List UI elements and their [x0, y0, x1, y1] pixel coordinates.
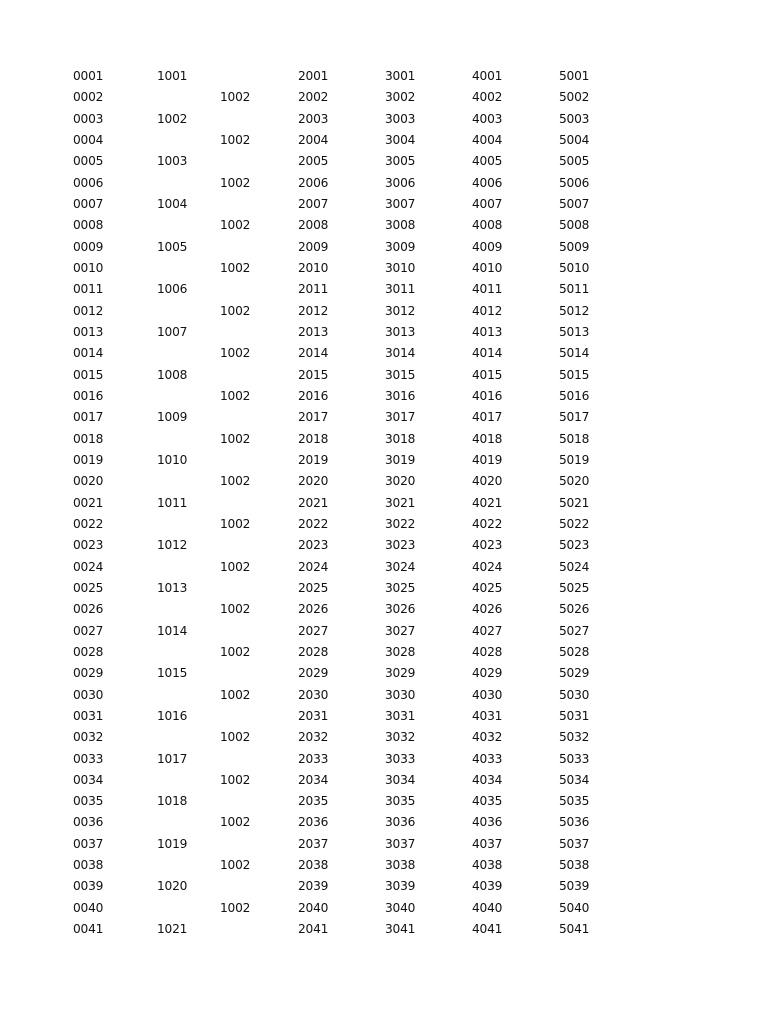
cell-col-g: 5040: [559, 900, 590, 915]
cell-col-a: 0022: [73, 516, 104, 531]
cell-col-e: 3040: [385, 900, 416, 915]
cell-col-f: 4036: [472, 815, 503, 830]
cell-col-g: 5010: [559, 260, 590, 275]
cell-col-f: 4003: [472, 111, 503, 126]
table-row: [0, 407, 768, 428]
cell-col-a: 0030: [73, 687, 104, 702]
cell-col-d: 2021: [298, 495, 329, 510]
cell-col-g: 5005: [559, 154, 590, 169]
table-row: [0, 727, 768, 748]
cell-col-d: 2023: [298, 538, 329, 553]
cell-col-b: 1013: [157, 580, 188, 595]
cell-col-e: 3012: [385, 303, 416, 318]
cell-col-f: 4004: [472, 132, 503, 147]
cell-col-a: 0008: [73, 218, 104, 233]
cell-col-a: 0006: [73, 175, 104, 190]
cell-col-f: 4026: [472, 602, 503, 617]
cell-col-d: 2005: [298, 154, 329, 169]
cell-col-b: 1019: [157, 836, 188, 851]
cell-col-d: 2003: [298, 111, 329, 126]
cell-col-e: 3029: [385, 666, 416, 681]
cell-col-g: 5016: [559, 388, 590, 403]
cell-col-d: 2027: [298, 623, 329, 638]
cell-col-a: 0010: [73, 260, 104, 275]
table-row: [0, 215, 768, 236]
cell-col-b: 1012: [157, 538, 188, 553]
cell-col-g: 5039: [559, 879, 590, 894]
table-row: [0, 535, 768, 556]
cell-col-e: 3020: [385, 474, 416, 489]
table-row: [0, 279, 768, 300]
cell-col-c: 1002: [220, 90, 251, 105]
cell-col-f: 4040: [472, 900, 503, 915]
cell-col-c: 1002: [220, 687, 251, 702]
cell-col-d: 2014: [298, 346, 329, 361]
cell-col-a: 0018: [73, 431, 104, 446]
cell-col-b: 1007: [157, 324, 188, 339]
cell-col-e: 3015: [385, 367, 416, 382]
cell-col-f: 4029: [472, 666, 503, 681]
cell-col-c: 1002: [220, 730, 251, 745]
cell-col-b: 1018: [157, 794, 188, 809]
cell-col-g: 5015: [559, 367, 590, 382]
table-row: [0, 151, 768, 172]
cell-col-f: 4015: [472, 367, 503, 382]
cell-col-d: 2008: [298, 218, 329, 233]
table-row: [0, 194, 768, 215]
cell-col-c: 1002: [220, 175, 251, 190]
cell-col-e: 3031: [385, 708, 416, 723]
cell-col-g: 5006: [559, 175, 590, 190]
cell-col-d: 2011: [298, 282, 329, 297]
cell-col-b: 1005: [157, 239, 188, 254]
cell-col-d: 2013: [298, 324, 329, 339]
table-row: [0, 258, 768, 279]
cell-col-e: 3005: [385, 154, 416, 169]
cell-col-e: 3033: [385, 751, 416, 766]
table-row: [0, 706, 768, 727]
cell-col-g: 5037: [559, 836, 590, 851]
cell-col-d: 2040: [298, 900, 329, 915]
cell-col-d: 2010: [298, 260, 329, 275]
table-row: [0, 557, 768, 578]
cell-col-a: 0023: [73, 538, 104, 553]
cell-col-f: 4006: [472, 175, 503, 190]
cell-col-f: 4005: [472, 154, 503, 169]
table-row: [0, 599, 768, 620]
table-row: [0, 450, 768, 471]
cell-col-e: 3030: [385, 687, 416, 702]
cell-col-f: 4010: [472, 260, 503, 275]
cell-col-g: 5018: [559, 431, 590, 446]
table-row: [0, 770, 768, 791]
cell-col-e: 3006: [385, 175, 416, 190]
cell-col-g: 5001: [559, 69, 590, 83]
cell-col-c: 1002: [220, 132, 251, 147]
cell-col-e: 3016: [385, 388, 416, 403]
table-row: [0, 642, 768, 663]
cell-col-a: 0040: [73, 900, 104, 915]
table-row: [0, 173, 768, 194]
cell-col-a: 0005: [73, 154, 104, 169]
cell-col-g: 5017: [559, 410, 590, 425]
cell-col-a: 0011: [73, 282, 104, 297]
cell-col-d: 2012: [298, 303, 329, 318]
cell-col-a: 0004: [73, 132, 104, 147]
table-row: [0, 237, 768, 258]
cell-col-e: 3017: [385, 410, 416, 425]
cell-col-d: 2002: [298, 90, 329, 105]
cell-col-c: 1002: [220, 644, 251, 659]
cell-col-b: 1021: [157, 922, 188, 937]
table-row: [0, 876, 768, 897]
cell-col-f: 4012: [472, 303, 503, 318]
cell-col-a: 0020: [73, 474, 104, 489]
table-row: [0, 66, 768, 87]
cell-col-g: 5029: [559, 666, 590, 681]
table-row: [0, 685, 768, 706]
cell-col-f: 4028: [472, 644, 503, 659]
cell-col-d: 2009: [298, 239, 329, 254]
cell-col-g: 5014: [559, 346, 590, 361]
table-row: [0, 791, 768, 812]
cell-col-g: 5020: [559, 474, 590, 489]
cell-col-d: 2034: [298, 772, 329, 787]
cell-col-b: 1003: [157, 154, 188, 169]
cell-col-e: 3027: [385, 623, 416, 638]
cell-col-d: 2035: [298, 794, 329, 809]
cell-col-g: 5008: [559, 218, 590, 233]
cell-col-f: 4021: [472, 495, 503, 510]
cell-col-b: 1011: [157, 495, 188, 510]
cell-col-f: 4007: [472, 196, 503, 211]
cell-col-f: 4022: [472, 516, 503, 531]
cell-col-g: 5031: [559, 708, 590, 723]
cell-col-f: 4037: [472, 836, 503, 851]
cell-col-d: 2019: [298, 452, 329, 467]
cell-col-e: 3014: [385, 346, 416, 361]
cell-col-c: 1002: [220, 303, 251, 318]
table-row: [0, 855, 768, 876]
cell-col-a: 0033: [73, 751, 104, 766]
cell-col-d: 2038: [298, 858, 329, 873]
cell-col-d: 2007: [298, 196, 329, 211]
cell-col-f: 4030: [472, 687, 503, 702]
cell-col-c: 1002: [220, 900, 251, 915]
cell-col-f: 4008: [472, 218, 503, 233]
cell-col-f: 4024: [472, 559, 503, 574]
cell-col-d: 2031: [298, 708, 329, 723]
cell-col-f: 4016: [472, 388, 503, 403]
cell-col-f: 4001: [472, 69, 503, 83]
cell-col-g: 5022: [559, 516, 590, 531]
cell-col-f: 4038: [472, 858, 503, 873]
cell-col-e: 3013: [385, 324, 416, 339]
cell-col-f: 4032: [472, 730, 503, 745]
cell-col-d: 2039: [298, 879, 329, 894]
cell-col-a: 0001: [73, 69, 104, 83]
cell-col-g: 5003: [559, 111, 590, 126]
cell-col-e: 3023: [385, 538, 416, 553]
cell-col-f: 4002: [472, 90, 503, 105]
cell-col-c: 1002: [220, 815, 251, 830]
cell-col-d: 2020: [298, 474, 329, 489]
cell-col-g: 5011: [559, 282, 590, 297]
cell-col-f: 4011: [472, 282, 503, 297]
table-row: [0, 109, 768, 130]
cell-col-e: 3024: [385, 559, 416, 574]
table-row: [0, 919, 768, 940]
number-sheet: [0, 66, 768, 940]
cell-col-b: 1017: [157, 751, 188, 766]
cell-col-a: 0021: [73, 495, 104, 510]
cell-col-a: 0016: [73, 388, 104, 403]
cell-col-b: 1010: [157, 452, 188, 467]
cell-col-a: 0014: [73, 346, 104, 361]
cell-col-e: 3022: [385, 516, 416, 531]
cell-col-e: 3003: [385, 111, 416, 126]
cell-col-e: 3041: [385, 922, 416, 937]
cell-col-f: 4014: [472, 346, 503, 361]
cell-col-g: 5009: [559, 239, 590, 254]
cell-col-f: 4018: [472, 431, 503, 446]
table-row: [0, 621, 768, 642]
cell-col-f: 4013: [472, 324, 503, 339]
cell-col-c: 1002: [220, 559, 251, 574]
cell-col-e: 3038: [385, 858, 416, 873]
cell-col-a: 0041: [73, 922, 104, 937]
cell-col-f: 4020: [472, 474, 503, 489]
cell-col-c: 1002: [220, 858, 251, 873]
cell-col-e: 3032: [385, 730, 416, 745]
cell-col-a: 0029: [73, 666, 104, 681]
table-row: [0, 130, 768, 151]
cell-col-e: 3010: [385, 260, 416, 275]
cell-col-a: 0036: [73, 815, 104, 830]
cell-col-d: 2025: [298, 580, 329, 595]
cell-col-b: 1001: [157, 69, 188, 83]
cell-col-c: 1002: [220, 346, 251, 361]
cell-col-g: 5012: [559, 303, 590, 318]
cell-col-d: 2006: [298, 175, 329, 190]
cell-col-a: 0002: [73, 90, 104, 105]
cell-col-f: 4033: [472, 751, 503, 766]
cell-col-d: 2015: [298, 367, 329, 382]
cell-col-c: 1002: [220, 474, 251, 489]
cell-col-d: 2024: [298, 559, 329, 574]
cell-col-f: 4031: [472, 708, 503, 723]
cell-col-f: 4025: [472, 580, 503, 595]
cell-col-d: 2028: [298, 644, 329, 659]
table-row: [0, 493, 768, 514]
cell-col-d: 2030: [298, 687, 329, 702]
cell-col-e: 3037: [385, 836, 416, 851]
cell-col-b: 1016: [157, 708, 188, 723]
cell-col-e: 3036: [385, 815, 416, 830]
cell-col-g: 5041: [559, 922, 590, 937]
cell-col-a: 0012: [73, 303, 104, 318]
cell-col-d: 2017: [298, 410, 329, 425]
cell-col-e: 3034: [385, 772, 416, 787]
cell-col-c: 1002: [220, 388, 251, 403]
cell-col-a: 0035: [73, 794, 104, 809]
cell-col-d: 2037: [298, 836, 329, 851]
cell-col-f: 4017: [472, 410, 503, 425]
cell-col-e: 3002: [385, 90, 416, 105]
cell-col-d: 2041: [298, 922, 329, 937]
cell-col-g: 5036: [559, 815, 590, 830]
cell-col-g: 5026: [559, 602, 590, 617]
cell-col-a: 0024: [73, 559, 104, 574]
cell-col-g: 5027: [559, 623, 590, 638]
cell-col-c: 1002: [220, 772, 251, 787]
cell-col-e: 3026: [385, 602, 416, 617]
cell-col-c: 1002: [220, 516, 251, 531]
cell-col-a: 0013: [73, 324, 104, 339]
cell-col-g: 5034: [559, 772, 590, 787]
cell-col-d: 2032: [298, 730, 329, 745]
table-row: [0, 578, 768, 599]
cell-col-a: 0003: [73, 111, 104, 126]
cell-col-a: 0015: [73, 367, 104, 382]
cell-col-f: 4035: [472, 794, 503, 809]
table-row: [0, 749, 768, 770]
cell-col-d: 2026: [298, 602, 329, 617]
cell-col-g: 5038: [559, 858, 590, 873]
cell-col-b: 1009: [157, 410, 188, 425]
cell-col-d: 2022: [298, 516, 329, 531]
table-row: [0, 514, 768, 535]
cell-col-g: 5033: [559, 751, 590, 766]
cell-col-b: 1004: [157, 196, 188, 211]
cell-col-a: 0026: [73, 602, 104, 617]
cell-col-a: 0027: [73, 623, 104, 638]
cell-col-d: 2018: [298, 431, 329, 446]
table-row: [0, 301, 768, 322]
cell-col-g: 5035: [559, 794, 590, 809]
table-row: [0, 343, 768, 364]
cell-col-e: 3025: [385, 580, 416, 595]
cell-col-g: 5007: [559, 196, 590, 211]
cell-col-a: 0028: [73, 644, 104, 659]
cell-col-f: 4034: [472, 772, 503, 787]
cell-col-e: 3018: [385, 431, 416, 446]
cell-col-f: 4039: [472, 879, 503, 894]
cell-col-g: 5023: [559, 538, 590, 553]
cell-col-g: 5030: [559, 687, 590, 702]
cell-col-a: 0034: [73, 772, 104, 787]
cell-col-f: 4019: [472, 452, 503, 467]
cell-col-f: 4027: [472, 623, 503, 638]
cell-col-f: 4009: [472, 239, 503, 254]
cell-col-a: 0025: [73, 580, 104, 595]
cell-col-e: 3028: [385, 644, 416, 659]
table-row: [0, 365, 768, 386]
cell-col-a: 0019: [73, 452, 104, 467]
cell-col-g: 5024: [559, 559, 590, 574]
table-row: [0, 898, 768, 919]
cell-col-e: 3008: [385, 218, 416, 233]
cell-col-c: 1002: [220, 218, 251, 233]
cell-col-d: 2004: [298, 132, 329, 147]
cell-col-d: 2036: [298, 815, 329, 830]
cell-col-c: 1002: [220, 260, 251, 275]
table-row: [0, 322, 768, 343]
cell-col-e: 3019: [385, 452, 416, 467]
cell-col-e: 3007: [385, 196, 416, 211]
cell-col-g: 5019: [559, 452, 590, 467]
table-row: [0, 386, 768, 407]
cell-col-d: 2033: [298, 751, 329, 766]
cell-col-e: 3021: [385, 495, 416, 510]
table-row: [0, 834, 768, 855]
cell-col-a: 0032: [73, 730, 104, 745]
cell-col-b: 1006: [157, 282, 188, 297]
cell-col-d: 2001: [298, 69, 329, 83]
cell-col-c: 1002: [220, 431, 251, 446]
cell-col-a: 0009: [73, 239, 104, 254]
cell-col-d: 2029: [298, 666, 329, 681]
cell-col-g: 5013: [559, 324, 590, 339]
cell-col-e: 3009: [385, 239, 416, 254]
cell-col-d: 2016: [298, 388, 329, 403]
cell-col-a: 0038: [73, 858, 104, 873]
cell-col-e: 3011: [385, 282, 416, 297]
cell-col-c: 1002: [220, 602, 251, 617]
cell-col-b: 1015: [157, 666, 188, 681]
table-row: [0, 87, 768, 108]
cell-col-e: 3039: [385, 879, 416, 894]
cell-col-g: 5028: [559, 644, 590, 659]
cell-col-b: 1008: [157, 367, 188, 382]
cell-col-b: 1002: [157, 111, 188, 126]
cell-col-a: 0031: [73, 708, 104, 723]
cell-col-e: 3004: [385, 132, 416, 147]
cell-col-a: 0037: [73, 836, 104, 851]
table-row: [0, 663, 768, 684]
cell-col-b: 1020: [157, 879, 188, 894]
cell-col-f: 4041: [472, 922, 503, 937]
cell-col-f: 4023: [472, 538, 503, 553]
cell-col-g: 5032: [559, 730, 590, 745]
cell-col-g: 5004: [559, 132, 590, 147]
cell-col-g: 5021: [559, 495, 590, 510]
cell-col-e: 3035: [385, 794, 416, 809]
cell-col-a: 0017: [73, 410, 104, 425]
cell-col-a: 0007: [73, 196, 104, 211]
cell-col-g: 5002: [559, 90, 590, 105]
cell-col-g: 5025: [559, 580, 590, 595]
table-row: [0, 812, 768, 833]
table-row: [0, 429, 768, 450]
cell-col-e: 3001: [385, 69, 416, 83]
table-row: [0, 471, 768, 492]
cell-col-b: 1014: [157, 623, 188, 638]
cell-col-a: 0039: [73, 879, 104, 894]
